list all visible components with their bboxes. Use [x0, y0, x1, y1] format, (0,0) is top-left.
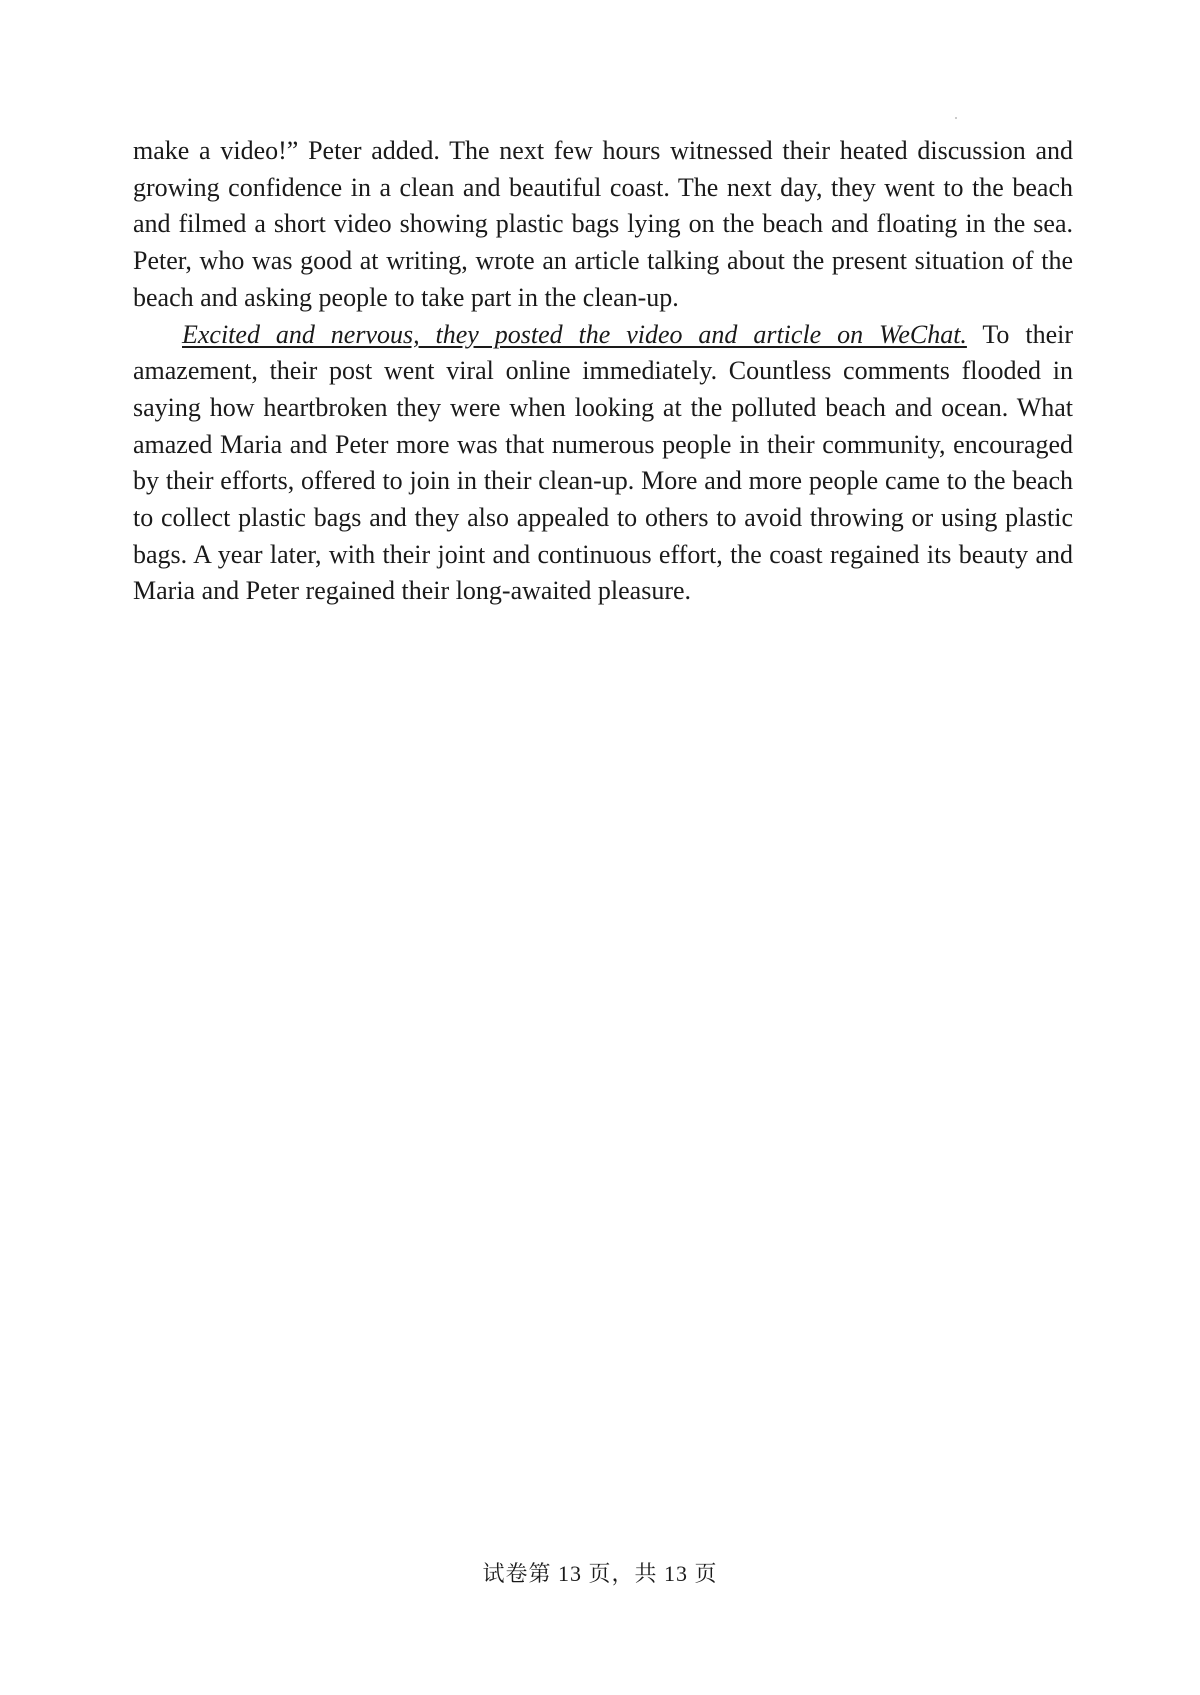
story-text	[133, 133, 1073, 610]
underlined-sentence: Excited and nervous, they posted the video and article on WeChat.	[182, 319, 967, 349]
paragraph-1	[133, 133, 1073, 317]
paragraph-1-text: make a video!” Peter added. The next few hours witnessed their heated discussion and growing confidence in a clean and beautiful coast. The next day, they went to the beach and filmed a short video showing plastic bags lying on the beach and floating in the sea. Peter, who was good at writing, wrote an article talking about the present situation of the beach and asking people to take part in the clean-up.	[133, 136, 1073, 312]
page-footer: 试卷第 13 页，共 13 页	[482, 1561, 718, 1586]
scan-speck	[955, 117, 957, 119]
paragraph-2	[133, 317, 1073, 611]
paragraph-2-text: To their amazement, their post went viral online immediately. Countless comments flooded in saying how heartbroken they were when looking at the polluted beach and ocean. What amazed Maria and Peter more was that numerous people in their community, encouraged by their efforts, offered to join in their clean-up. More and more people came to the beach to collect plastic bags and they also appealed to others to avoid throwing or using plastic bags. A year later, with their joint and continuous effort, the coast regained its beauty and Maria and Peter regained their long-awaited pleasure.	[133, 319, 1073, 606]
